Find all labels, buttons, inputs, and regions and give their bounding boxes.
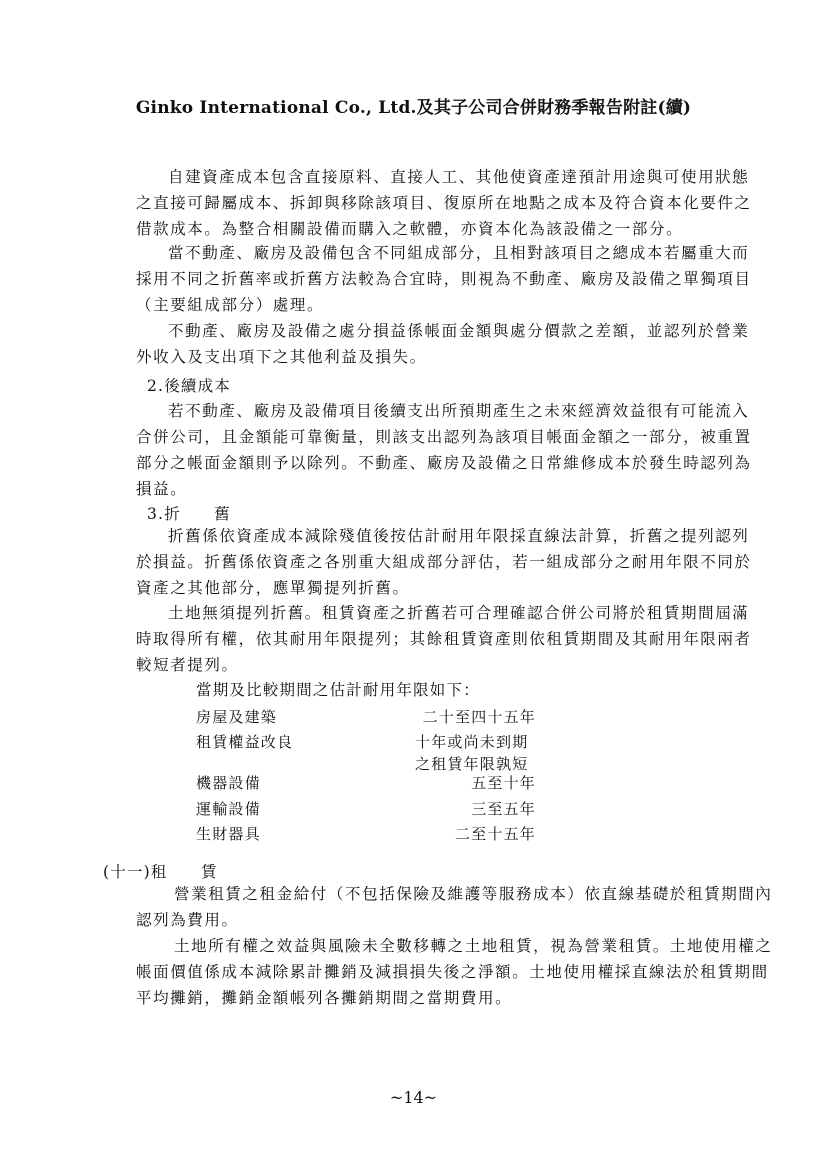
report-header: Ginko International Co., Ltd.及其子公司合併財務季報告附註(續) xyxy=(135,98,692,118)
text-line: 外收入及支出項下之其他利益及損失。 xyxy=(136,348,427,366)
useful-life: 二至十五年 xyxy=(454,825,536,843)
text-line: 合併公司，且金額能可靠衡量，則該支出認列為該項目帳面金額之一部分，被重置 xyxy=(136,428,752,446)
text-line: 若不動產、廠房及設備項目後續支出所預期產生之未來經濟效益很有可能流入 xyxy=(168,402,750,420)
asset-category: 租賃權益改良 xyxy=(196,733,294,751)
heading-depreciation: 3.折 舊 xyxy=(147,505,231,523)
paragraph-land-use-right xyxy=(136,933,773,1011)
useful-life xyxy=(415,731,528,775)
asset-category: 機器設備 xyxy=(196,774,261,792)
paragraph-land-leased-assets xyxy=(136,600,764,678)
paragraph-self-constructed-cost xyxy=(136,164,764,242)
paragraph-operating-lease xyxy=(136,881,773,933)
table-row xyxy=(196,731,536,775)
text-line: 自建資產成本包含直接原料、直接人工、其他使資產達預計用途與可使用狀態 xyxy=(168,168,750,186)
paragraph-components xyxy=(136,240,764,318)
text-line: 折舊係依資產成本減除殘值後按估計耐用年限採直線法計算，折舊之提列認列 xyxy=(168,527,750,545)
heading-leases: (十一)租 賃 xyxy=(103,863,218,881)
paragraph-subsequent-cost xyxy=(136,398,764,502)
table-row xyxy=(196,823,536,847)
table-row xyxy=(196,798,536,822)
text-line: 當不動產、廠房及設備包含不同組成部分，且相對該項目之總成本若屬重大而 xyxy=(168,244,750,262)
text-line: 認列為費用。 xyxy=(136,911,239,929)
text-line: 平均攤銷，攤銷金額帳列各攤銷期間之當期費用。 xyxy=(136,989,513,1007)
asset-category: 運輸設備 xyxy=(196,800,261,818)
asset-category: 房屋及建築 xyxy=(196,708,278,726)
text-line: 於損益。折舊係依資產之各別重大組成部分評估，若一組成部分之耐用年限不同於 xyxy=(136,553,752,571)
text-line: 營業租賃之租金給付（不包括保險及維護等服務成本）依直線基礎於租賃期間內 xyxy=(174,885,773,903)
useful-life: 二十至四十五年 xyxy=(422,708,536,726)
text-line: （主要組成部分）處理。 xyxy=(136,296,325,314)
text-line: 土地所有權之效益與風險未全數移轉之土地租賃，視為營業租賃。土地使用權之 xyxy=(174,937,773,955)
table-row xyxy=(196,706,536,730)
text-line: 土地無須提列折舊。租賃資產之折舊若可合理確認合併公司將於租賃期間屆滿 xyxy=(168,604,750,622)
table-row xyxy=(196,772,536,796)
text-line: 部分之帳面金額則予以除列。不動產、廠房及設備之日常維修成本於發生時認列為 xyxy=(136,454,752,472)
text-line: 資產之其他部分，應單獨提列折舊。 xyxy=(136,579,410,597)
text-line: 時取得所有權，依其耐用年限提列；其餘租賃資產則依租賃期間及其耐用年限兩者 xyxy=(136,630,752,648)
page-number: ~14~ xyxy=(389,1088,438,1107)
text-line: 帳面價值係成本減除累計攤銷及減損損失後之淨額。土地使用權採直線法於租賃期間 xyxy=(136,963,769,981)
asset-category: 生財器具 xyxy=(196,825,261,843)
text-line: 採用不同之折舊率或折舊方法較為合宜時，則視為不動產、廠房及設備之單獨項目 xyxy=(136,270,752,288)
useful-life-intro: 當期及比較期間之估計耐用年限如下： xyxy=(196,681,480,699)
text-line: 借款成本。為整合相關設備而購入之軟體，亦資本化為該設備之一部分。 xyxy=(136,220,684,238)
heading-subsequent-cost: 2.後續成本 xyxy=(147,377,231,395)
text-line: 損益。 xyxy=(136,480,188,498)
paragraph-disposal xyxy=(136,318,764,370)
text-line: 較短者提列。 xyxy=(136,656,239,674)
useful-life: 五至十年 xyxy=(471,774,536,792)
text-line: 之直接可歸屬成本、拆卸與移除該項目、復原所在地點之成本及符合資本化要件之 xyxy=(136,194,752,212)
useful-life-line: 十年或尚未到期 xyxy=(415,733,529,751)
useful-life: 三至五年 xyxy=(471,800,536,818)
text-line: 不動產、廠房及設備之處分損益係帳面金額與處分價款之差額，並認列於營業 xyxy=(168,322,750,340)
paragraph-depreciation xyxy=(136,523,764,601)
useful-life-line: 之租賃年限孰短 xyxy=(415,755,529,773)
